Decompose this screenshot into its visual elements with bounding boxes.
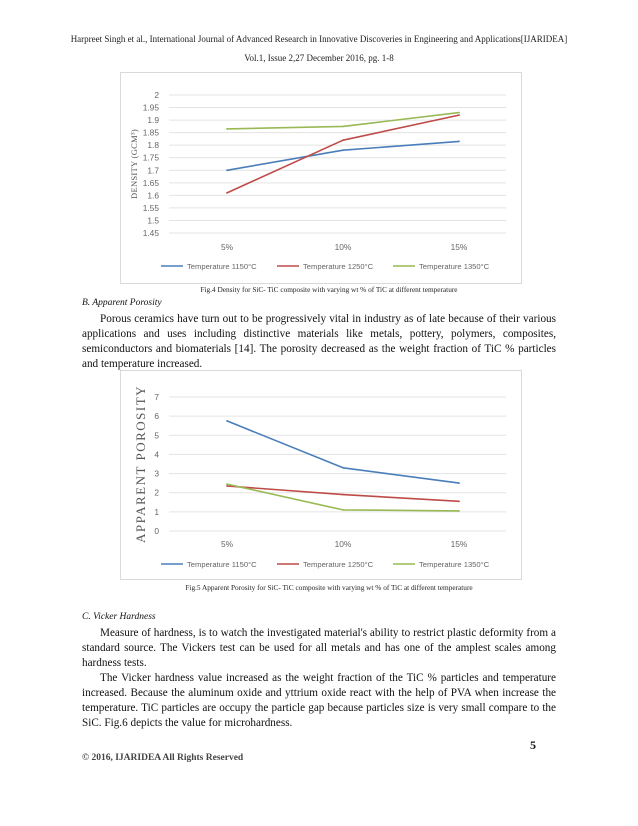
- data-point: [226, 420, 228, 422]
- volume-info: Vol.1, Issue 2,27 December 2016, pg. 1-8: [244, 53, 394, 63]
- data-point: [226, 483, 228, 485]
- x-tick-label: 5%: [220, 242, 234, 252]
- section-b-heading: B. Apparent Porosity: [82, 298, 162, 308]
- data-point: [226, 128, 228, 130]
- data-point: [226, 485, 228, 487]
- data-point: [342, 139, 344, 141]
- density-chart-svg: [121, 73, 521, 283]
- x-tick-label: 10%: [334, 539, 352, 549]
- y-tick-label: 1.85: [142, 127, 159, 138]
- fig4-caption: Fig.4 Density for SiC- TiC composite with varying wt % of TiC at different temperature: [200, 285, 458, 294]
- data-point: [458, 112, 460, 114]
- y-tick-label: 1.75: [142, 152, 159, 163]
- page-number: 5: [530, 738, 536, 752]
- copyright-footer: © 2016, IJARIDEA All Rights Reserved: [82, 753, 244, 763]
- data-point: [342, 467, 344, 469]
- y-tick-label: 4: [154, 449, 159, 460]
- data-point: [458, 141, 460, 143]
- y-axis-title: APPARENT POROSITY: [133, 384, 148, 544]
- section-b-text: Porous ceramics have turn out to be progressively vital in industry as of late because of their various applications and uses including distinctive materials like metals, pottery, polymers, composites, semiconductors and biomaterials [14]. The porosity decreased as the weight fraction of TiC % particles and temperature increased.: [82, 313, 556, 370]
- data-point: [342, 494, 344, 496]
- data-point: [458, 500, 460, 502]
- y-tick-label: 1.95: [142, 102, 159, 113]
- journal-citation: Harpreet Singh et al., International Journal of Advanced Research in Innovative Discoveries in Engineering and Applications[IJARIDEA]: [70, 34, 568, 44]
- series-line: [227, 486, 459, 501]
- legend-label: Temperature 1150°C: [187, 560, 257, 569]
- x-tick-label: 15%: [450, 242, 468, 252]
- y-tick-label: 2: [154, 90, 159, 100]
- data-point: [342, 126, 344, 128]
- y-tick-label: 1.9: [147, 115, 159, 126]
- y-tick-label: 0: [154, 526, 159, 536]
- legend-label: Temperature 1250°C: [303, 560, 374, 569]
- density-chart: [120, 72, 522, 284]
- y-tick-label: 1.8: [147, 140, 159, 151]
- section-c-paragraph-2: [82, 671, 556, 731]
- section-c-paragraph-1: [82, 626, 556, 671]
- y-tick-label: 1.5: [147, 215, 159, 226]
- section-c-heading: C. Vicker Hardness: [82, 612, 156, 622]
- y-tick-label: 1: [154, 506, 159, 517]
- x-tick-label: 15%: [450, 539, 468, 549]
- y-tick-label: 1.65: [142, 177, 159, 188]
- legend-label: Temperature 1350°C: [419, 560, 490, 569]
- y-tick-label: 1.6: [147, 190, 159, 201]
- y-tick-label: 6: [154, 411, 159, 422]
- x-tick-label: 5%: [220, 539, 234, 549]
- x-tick-label: 10%: [334, 242, 352, 252]
- legend-label: Temperature 1150°C: [187, 262, 257, 271]
- y-tick-label: 1.7: [147, 165, 159, 176]
- series-line: [227, 141, 459, 170]
- legend-label: Temperature 1250°C: [303, 262, 374, 271]
- y-tick-label: 3: [154, 468, 159, 479]
- data-point: [342, 149, 344, 151]
- y-tick-label: 5: [154, 430, 159, 441]
- y-tick-label: 2: [154, 487, 159, 498]
- data-point: [342, 509, 344, 511]
- y-tick-label: 1.45: [142, 228, 159, 238]
- porosity-chart-svg: [121, 371, 521, 579]
- y-axis-title: DENSITY (GCM³): [129, 129, 139, 199]
- section-c-text-2: The Vicker hardness value increased as the weight fraction of the TiC % particles and temperature increased. Because the aluminum oxide and yttrium oxide react with the help of PVA when increase the temperature. TiC particles are occupy the particle gap because particles size is very small compare to the SiC. Fig.6 depicts the value for microhardness.: [82, 672, 556, 729]
- data-point: [226, 192, 228, 194]
- y-tick-label: 7: [154, 392, 159, 402]
- data-point: [226, 169, 228, 171]
- data-point: [458, 114, 460, 116]
- data-point: [458, 482, 460, 484]
- legend-label: Temperature 1350°C: [419, 262, 490, 271]
- y-tick-label: 1.55: [142, 202, 159, 213]
- section-b-paragraph: [82, 312, 556, 372]
- fig5-caption: Fig.5 Apparent Porosity for SiC- TiC composite with varying wt % of TiC at different temperature: [185, 583, 473, 592]
- data-point: [458, 510, 460, 512]
- section-c-text-1: Measure of hardness, is to watch the investigated material's ability to restrict plastic deformity from a standard source. The Vickers test can be used for all metals and has one of the amplest scales among hardness tests.: [82, 627, 556, 669]
- porosity-chart: [120, 370, 522, 580]
